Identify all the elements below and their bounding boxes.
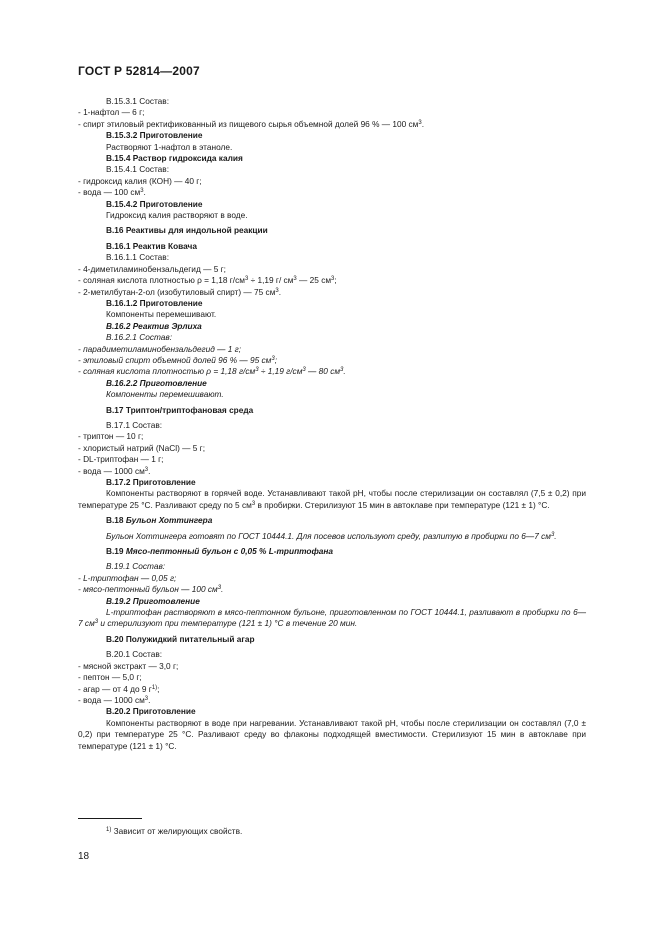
text-line: В.20.1 Состав: — [106, 649, 163, 660]
text-line: В.16.1.2 Приготовление — [106, 297, 203, 308]
text-line: В.16.1.1 Состав: — [106, 252, 170, 263]
text-line: В.17 Триптон/триптофановая среда — [106, 404, 254, 415]
document-body — [78, 96, 586, 752]
text-line: - L-триптофан — 0,05 г; — [78, 572, 177, 583]
text-line: - хлористый натрий (NaCl) — 5 г; — [78, 442, 205, 453]
text-line: В.19.1 Состав: — [106, 561, 166, 572]
text-line: В.20 Полужидкий питательный агар — [106, 633, 255, 644]
text-line: В.16 Реактивы для индольной реакции — [106, 225, 268, 236]
text-line: - 1-нафтол — 6 г; — [78, 107, 145, 118]
text-line: - мясной экстракт — 3,0 г; — [78, 660, 179, 671]
text-line: - DL-триптофан — 1 г; — [78, 454, 164, 465]
text-line: В.15.3.1 Состав: — [106, 96, 170, 106]
text-line: - агар — от 4 до 9 $г^{1)}$; — [78, 683, 160, 694]
text-line: - мясо-пептонный бульон — 100 $см^3$. — [78, 584, 224, 595]
text-line: - 2-метилбутан-2-ол (изобутиловый спирт) — 75 $см^3$. — [78, 286, 282, 297]
text-line: В.16.2.2 Приготовление — [106, 377, 207, 388]
text-line: В.15.3.2 Приготовление — [106, 130, 203, 141]
text-line: В.16.2.1 Состав: — [106, 332, 173, 343]
text-line: В.15.4 Раствор гидроксида калия — [106, 153, 243, 164]
text-line: Растворяют 1-нафтол в этаноле. — [106, 141, 233, 152]
text-line: Компоненты растворяют в горячей воде. Устанавливают такой рН, чтобы после стерилизации он составлял (7,5 ± 0,2) при температуре 25 °С. Разливают среду по 5 $см^3$ в пробирки. Стерилизуют 15 мин в автоклаве при температуре (121 ± 1) °С. — [78, 488, 586, 510]
text-line: Компоненты перемешивают. — [106, 309, 217, 320]
text-line: - спирт этиловый ректификованный из пищевого сырья объемной долей 96 % — 100 $см^3$. — [78, 118, 425, 129]
text-line: - вода — 100 $см^3$. — [78, 187, 146, 198]
text-line: Бульон Хоттингера готовят по ГОСТ 10444.1. Для посевов используют среду, разлитую в пробирки по 6—7 $см^3$. — [106, 530, 557, 541]
text-line: В.15.4.1 Состав: — [106, 164, 170, 175]
text-line: Компоненты растворяют в воде при нагревании. Устанавливают такой рН, чтобы после стерилизации он составлял (7,0 ± 0,2) при температуре 25 °С. Разливают среду во флаконы подходящей вместимости. Стерилизуют 15 мин в автоклаве при температуре (121 ± 1) °С. — [78, 717, 586, 751]
text-line: - триптон — 10 г; — [78, 431, 144, 442]
page-number: 18 — [78, 851, 90, 862]
text-line: - пептон — 5,0 г; — [78, 672, 142, 683]
text-line: В.16.2 Реактив Эрлиха — [106, 320, 202, 331]
text-line: - гидроксид калия (КОН) — 40 г; — [78, 175, 202, 186]
text-line: - вода — 1000 $см^3$. — [78, 694, 151, 705]
text-line: В.17.2 Приготовление — [106, 477, 196, 487]
text-line: В.18 Бульон Хоттингера — [106, 515, 213, 526]
text-line: - соляная кислота плотностью ρ = 1,18 $г/см^3 \div 1,19$ г/ $см^3$ — 25 $см^3$; — [78, 275, 337, 286]
text-line: Гидроксид калия растворяют в воде. — [106, 210, 248, 221]
text-line: В.16.1 Реактив Ковача — [106, 240, 197, 251]
text-line: Компоненты перемешивают. — [106, 389, 224, 400]
text-line: В.15.4.2 Приготовление — [106, 198, 203, 209]
document-header: ГОСТ Р 52814—2007 — [78, 64, 200, 78]
text-line: - соляная кислота плотностью ρ = 1,18 $г/см^3 \div 1,19$ $г/см^3$ — 80 $см^3$. — [78, 366, 346, 377]
text-line: В.20.2 Приготовление — [106, 706, 196, 717]
footnote-divider — [78, 818, 142, 819]
text-line: - 4-диметиламинобензальдегид — 5 г; — [78, 263, 226, 274]
text-line: - вода — 1000 $см^3$. — [78, 465, 151, 476]
text-line: - парадиметиламинобензальдегид — 1 г; — [78, 343, 242, 354]
text-line: В.19 Мясо-пептонный бульон с 0,05 % L-триптофана — [106, 546, 334, 557]
text-line: L-триптофан растворяют в мясо-пептонном бульоне, приготовленном по ГОСТ 10444.1, разливают в пробирки по 6—7 $см^3$ и стерилизуют при температуре (121 ± 1) °С в течение 20 мин. — [78, 607, 586, 629]
text-line: - этиловый спирт объемной долей 96 % — 95 $см^3$; — [78, 354, 278, 365]
text-line: В.17.1 Состав: — [106, 419, 163, 430]
footnote: $^{1)}$ Зависит от желирующих свойств. — [106, 826, 243, 836]
text-line: В.19.2 Приготовление — [106, 595, 200, 606]
